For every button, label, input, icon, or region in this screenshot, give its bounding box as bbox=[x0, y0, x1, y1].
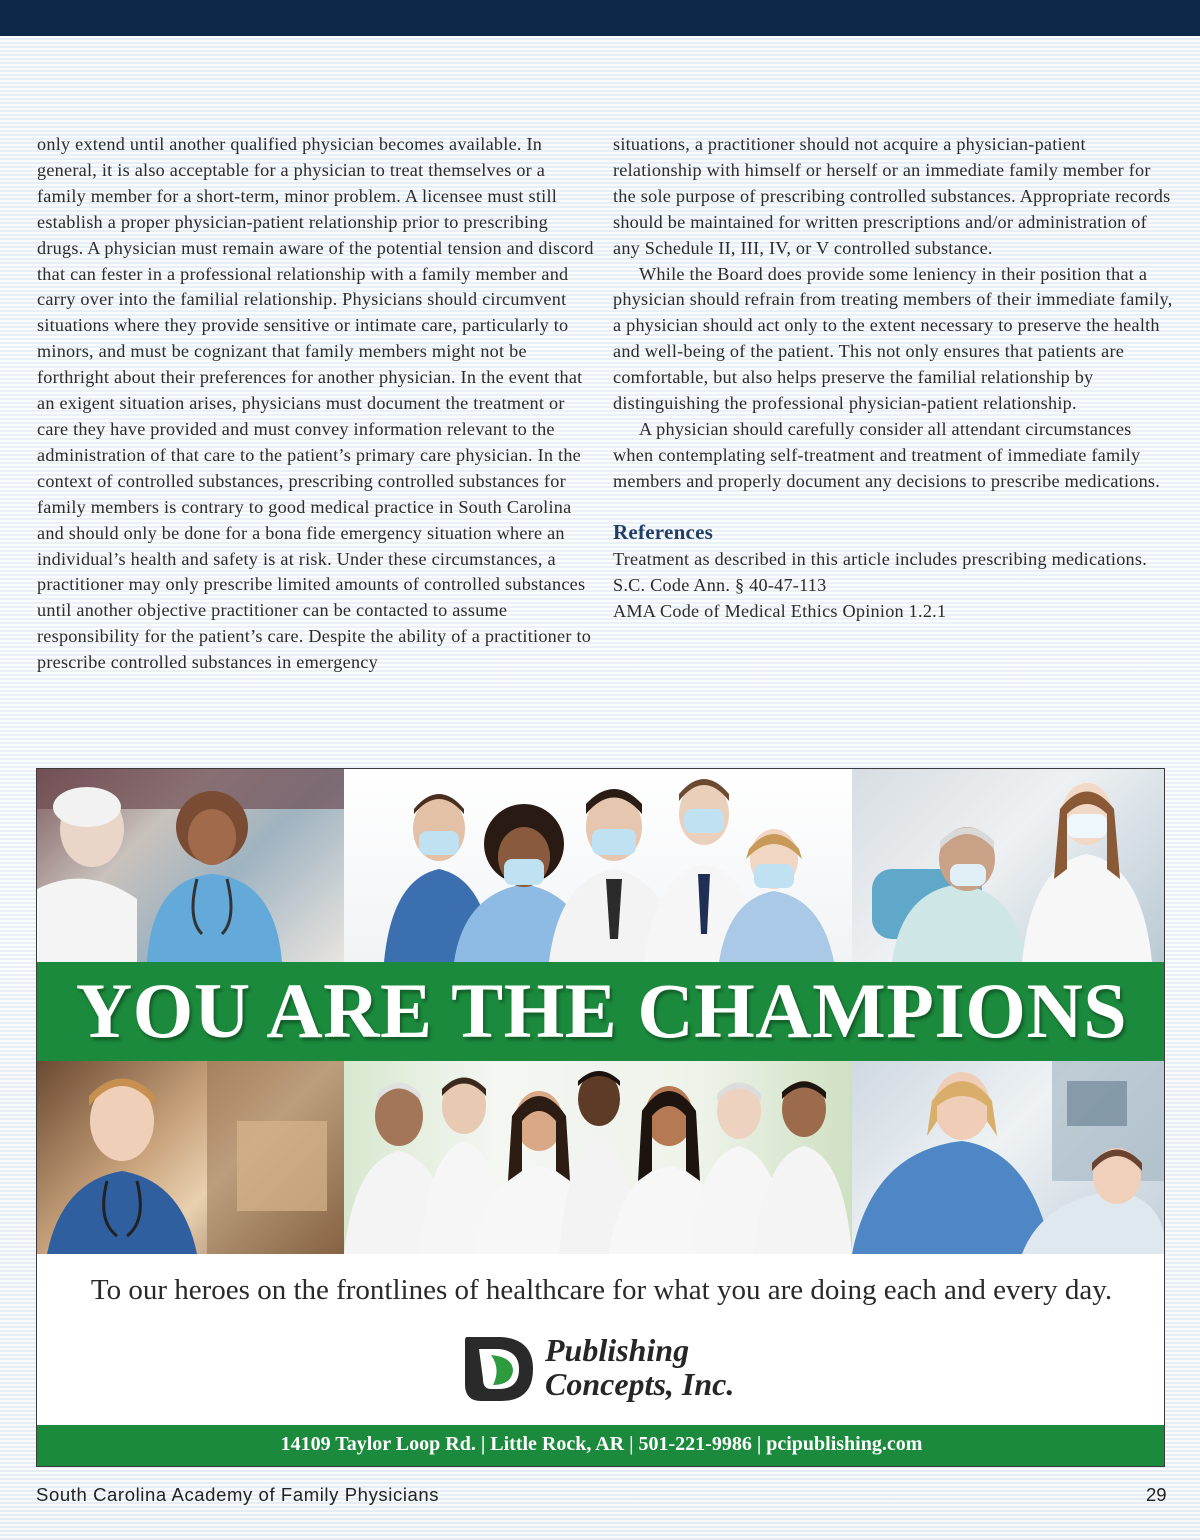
photo-doctor-with-elderly-patient bbox=[852, 769, 1165, 962]
contact-bar bbox=[37, 1425, 1165, 1466]
reference-item: S.C. Code Ann. § 40-47-113 bbox=[613, 574, 827, 595]
logo-line-2: Concepts, Inc. bbox=[545, 1366, 735, 1402]
advertisement bbox=[36, 768, 1165, 1467]
references-heading: References bbox=[613, 519, 714, 544]
logo-line-1: Publishing bbox=[545, 1332, 690, 1368]
page-number: 29 bbox=[1146, 1484, 1167, 1505]
publishing-concepts-logo bbox=[461, 1329, 761, 1411]
top-header-bar bbox=[0, 0, 1200, 36]
logo-wordmark bbox=[545, 1333, 734, 1401]
article-paragraph: While the Board does provide some leniency in their position that a physician should refrain from treating members of their immediate family, a physician should act only to the extent necessary to preserve the health and well-being of the patient. This not only ensures that patients are comfortable, but also helps preserve the familial relationship by distinguishing the professional physician-patient relationship. bbox=[613, 263, 1173, 414]
reference-item: AMA Code of Medical Ethics Opinion 1.2.1 bbox=[613, 600, 947, 621]
photo-masked-healthcare-team bbox=[344, 769, 852, 962]
ad-tagline: To our heroes on the frontlines of healthcare for what you are doing each and every day. bbox=[90, 1274, 1113, 1306]
article-paragraph: situations, a practitioner should not acquire a physician-patient relationship with himself or herself or an immediate family member for the sole purpose of prescribing controlled substances. Appropriate records should be maintained for written prescriptions and/or administration of any Schedule II, III, IV, or V controlled substance. bbox=[613, 134, 1171, 258]
article-paragraph: A physician should carefully consider all attendant circumstances when contemplating self-treatment and treatment of immediate family members and properly document any decisions to prescribe medications. bbox=[613, 418, 1161, 491]
publication-name: South Carolina Academy of Family Physicians bbox=[36, 1484, 440, 1505]
photo-group-of-doctors bbox=[344, 1061, 852, 1254]
publishing-concepts-logo-icon bbox=[461, 1329, 539, 1407]
photo-smiling-nurse bbox=[37, 1061, 344, 1254]
headline-banner bbox=[37, 962, 1165, 1061]
photo-nurse-with-patient bbox=[37, 769, 344, 962]
photo-nurse-with-patient-in-bed bbox=[852, 1061, 1165, 1254]
article-right-column bbox=[613, 132, 1173, 624]
article-paragraph: only extend until another qualified physician becomes available. In general, it is also acceptable for a physician to treat themselves or a family member for a short-term, minor problem. A licensee must still establish a proper physician-patient relationship prior to prescribing drugs. A physician must remain aware of the potential tension and discord that can fester in a professional relationship with a family member and carry over into the familial relationship. Physicians should circumvent situations where they provide sensitive or intimate care, particularly to minors, and must be cognizant that family members might not be forthright about their preferences for another physician. In the event that an exigent situation arises, physicians must document the treatment or care they have provided and must convey information relevant to the administration of that care to the patient’s primary care physician. In the context of controlled substances, prescribing controlled substances for family members is contrary to good medical practice in South Carolina and should only be done for a bona fide emergency situation where an individual’s health and safety is at risk. Under these circumstances, a practitioner may only prescribe limited amounts of controlled substances until another objective practitioner can be contacted to assume responsibility for the patient’s care. Despite the ability of a practitioner to prescribe controlled substances in emergency bbox=[37, 134, 594, 673]
article-left-column bbox=[37, 132, 597, 676]
contact-info: 14109 Taylor Loop Rd. | Little Rock, AR | 501-221-9986 | pcipublishing.com bbox=[280, 1433, 923, 1455]
reference-item: Treatment as described in this article includes prescribing medications. bbox=[613, 548, 1148, 569]
ad-headline: YOU ARE THE CHAMPIONS bbox=[75, 967, 1128, 1054]
